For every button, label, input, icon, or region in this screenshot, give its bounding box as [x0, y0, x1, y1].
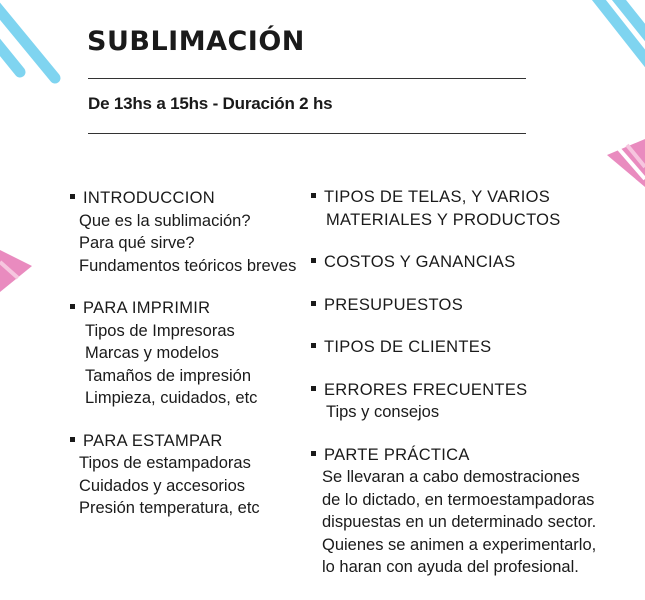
left-column: [70, 187, 310, 540]
section-line: Para qué sirve?: [79, 234, 195, 252]
right-column: [311, 186, 631, 599]
section-costos: [311, 251, 631, 274]
section-line: de lo dictado, en termoestampadoras: [322, 490, 595, 509]
bullet-icon: [311, 343, 316, 348]
bullet-icon: [311, 386, 316, 391]
section-line: Presión temperatura, etc: [79, 499, 260, 517]
divider-bottom: [88, 133, 526, 134]
section-tipos-de-clientes: [311, 336, 631, 359]
section-introduccion: [70, 187, 310, 277]
section-line: Tipos de estampadoras: [79, 454, 251, 472]
divider-top: [88, 78, 526, 79]
blue-stripes-top-left: [0, 0, 70, 90]
section-tipos-de-telas: [311, 186, 631, 231]
section-line: Se llevaran a cabo demostraciones: [322, 468, 580, 486]
section-para-estampar: [70, 430, 310, 520]
section-line: Quienes se animen a experimentarlo,: [322, 535, 597, 554]
bullet-icon: [311, 301, 316, 306]
section-heading: INTRODUCCION: [83, 189, 215, 207]
section-line: dispuestas en un determinado sector.: [322, 513, 597, 531]
section-para-imprimir: [70, 297, 310, 410]
section-heading: TIPOS DE CLIENTES: [324, 338, 492, 356]
section-heading: PARA ESTAMPAR: [83, 431, 223, 450]
pink-shape-left: [0, 248, 36, 298]
blue-stripes-top-right: [585, 0, 645, 90]
bullet-icon: [311, 193, 316, 198]
schedule-text: De 13hs a 15hs - Duración 2 hs: [88, 94, 333, 113]
bullet-icon: [311, 451, 316, 456]
section-heading: ERRORES FRECUENTES: [324, 380, 528, 399]
section-line: Fundamentos teóricos breves: [79, 256, 297, 275]
section-line: Que es la sublimación?: [79, 211, 251, 230]
bullet-icon: [70, 437, 75, 442]
section-heading: PRESUPUESTOS: [324, 295, 463, 314]
section-line: lo haran con ayuda del profesional.: [322, 558, 579, 576]
bullet-icon: [311, 258, 316, 263]
section-line: Tips y consejos: [326, 403, 440, 421]
section-line: Limpieza, cuidados, etc: [85, 389, 258, 407]
section-line: Marcas y modelos: [85, 344, 219, 362]
section-line: Tamaños de impresión: [85, 366, 251, 385]
section-presupuestos: [311, 294, 631, 317]
section-heading: COSTOS Y GANANCIAS: [324, 253, 516, 271]
section-line: Tipos de Impresoras: [85, 321, 235, 340]
section-heading: PARA IMPRIMIR: [83, 299, 211, 317]
bullet-icon: [70, 194, 75, 199]
section-heading: PARTE PRÁCTICA: [324, 445, 470, 464]
section-heading-continued: MATERIALES Y PRODUCTOS: [326, 210, 561, 229]
section-heading: TIPOS DE TELAS, Y VARIOS: [324, 188, 551, 206]
section-parte-practica: [311, 444, 631, 579]
page-title: SUBLIMACIÓN: [87, 26, 305, 57]
bullet-icon: [70, 304, 75, 309]
section-errores-frecuentes: [311, 379, 631, 424]
section-line: Cuidados y accesorios: [79, 476, 245, 495]
